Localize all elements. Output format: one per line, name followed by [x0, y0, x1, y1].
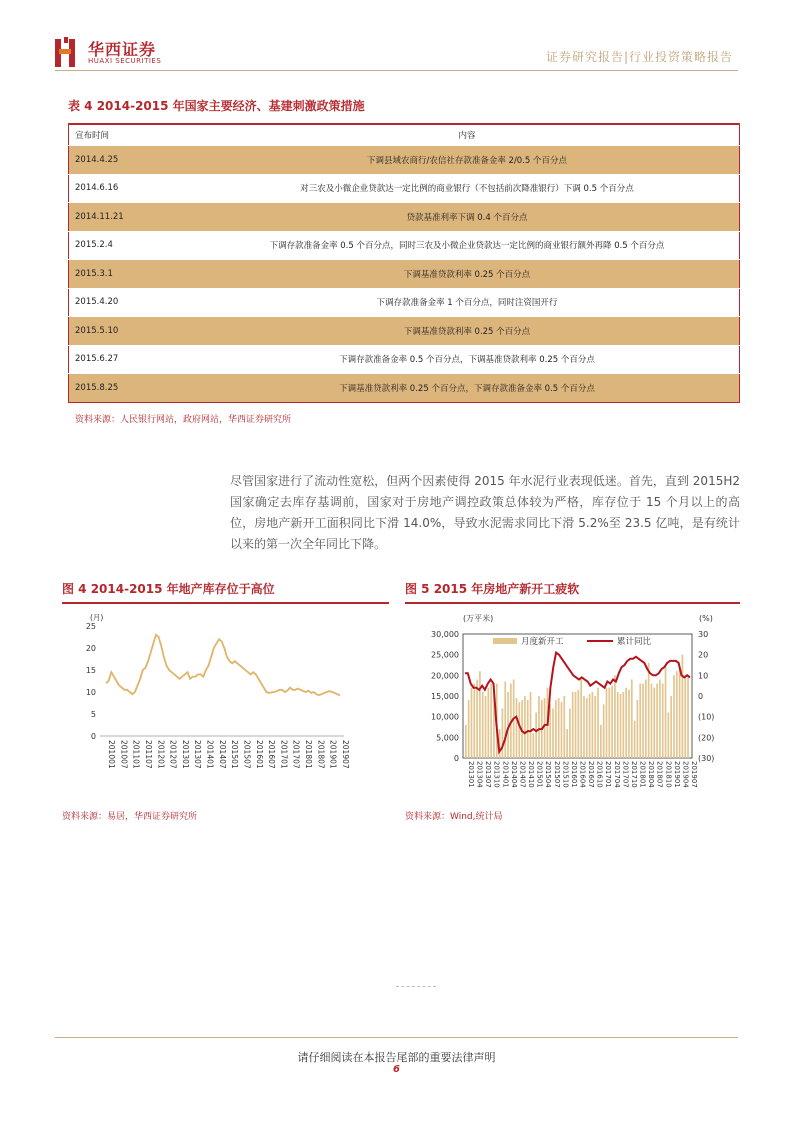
x-tick-label: 201207: [168, 740, 178, 769]
new-starts-bar: [670, 696, 672, 758]
footer-divider: [55, 1037, 738, 1038]
table-row: [69, 288, 740, 317]
table-source: 资料来源：人民银行网站，政府网站，华西证券研究所: [75, 415, 292, 425]
x-tick-label: 201807: [316, 740, 326, 769]
table-row: [69, 345, 740, 374]
x-tick-label: 201607: [267, 740, 277, 769]
new-starts-bar: [552, 708, 554, 758]
x-tick-label: 201107: [143, 740, 153, 769]
y-tick-label: 0: [90, 732, 96, 741]
new-starts-bar: [687, 677, 689, 758]
x-tick-label: 201401: [205, 740, 215, 769]
new-starts-bar: [623, 692, 625, 758]
new-starts-bar: [569, 708, 571, 758]
new-starts-bar: [614, 675, 616, 758]
x-tick-label: 201707: [621, 761, 630, 788]
new-starts-bar: [620, 694, 622, 758]
new-starts-bar: [533, 733, 535, 758]
new-starts-bar: [578, 690, 580, 758]
new-starts-bar: [471, 688, 473, 758]
x-tick-label: 201001: [107, 740, 116, 769]
row-content: 下调基准贷款利率 0.25 个百分点，下调存款准备金率 0.5 个百分点: [195, 374, 740, 403]
header-divider: [55, 70, 738, 71]
new-starts-bar: [642, 684, 644, 758]
new-starts-bar: [589, 694, 591, 758]
y-tick-label: 25,000: [431, 650, 459, 660]
new-starts-bar: [637, 700, 639, 758]
legal-disclaimer: 请仔细阅读在本报告尾部的重要法律声明: [297, 1051, 496, 1064]
table-row: [69, 231, 740, 260]
new-starts-bar: [518, 702, 520, 758]
row-content: 下调基准贷款利率 0.25 个百分点: [195, 317, 740, 346]
y-axis-label: (月): [90, 613, 104, 622]
new-starts-bar: [490, 684, 492, 758]
body-paragraph: 尽管国家进行了流动性宽松，但两个因素使得 2015 年水泥行业表现低迷。首先，直到 2015H2 国家确定去库存基调前，国家对于房地产调控政策总体较为严格，库存位于 15 个月以上的高位，房地产新开工面积同比下滑 14.0%，导致水泥需求同比下滑 5.2%至 23.5 亿吨，是有统计以来的第一次全年同比下降。: [230, 474, 740, 551]
x-tick-label: 201307: [193, 740, 203, 769]
legend-bar-swatch: [493, 638, 517, 644]
row-date: 2015.2.4: [69, 231, 196, 260]
row-content: 贷款基准利率下调 0.4 个百分点: [195, 203, 740, 232]
x-tick-label: 201801: [304, 740, 314, 769]
new-starts-bar: [504, 682, 506, 759]
y2-tick-label: (20): [698, 733, 715, 743]
new-starts-bar: [468, 700, 470, 758]
policy-table: [68, 123, 740, 403]
table-row: [69, 260, 740, 289]
row-date: 2015.3.1: [69, 260, 196, 289]
figure5-source: 资料来源：Wind,统计局: [405, 812, 503, 822]
figure4-chart: [62, 606, 352, 802]
brand-name-en: HUAXI SECURITIES: [88, 57, 162, 65]
y2-tick-label: (10): [698, 712, 715, 722]
x-tick-label: 201904: [681, 761, 690, 788]
x-tick-label: 201701: [604, 761, 613, 788]
new-starts-bar: [665, 667, 667, 758]
new-starts-bar: [628, 690, 630, 758]
x-tick-label: 201310: [492, 761, 501, 788]
new-starts-bar: [502, 708, 504, 758]
y2-tick-label: (30): [698, 754, 715, 763]
new-starts-bar: [479, 671, 481, 758]
row-content: 下调基准贷款利率 0.25 个百分点: [195, 260, 740, 289]
row-content: 下调存款准备金率 0.5 个百分点，下调基准贷款利率 0.25 个百分点: [195, 345, 740, 374]
col-header-content: 内容: [458, 131, 476, 141]
x-tick-label: 201707: [291, 740, 301, 769]
x-tick-label: 201301: [180, 740, 190, 769]
x-tick-label: 201804: [647, 761, 656, 788]
new-starts-bar: [662, 684, 664, 758]
x-tick-label: 201101: [131, 740, 141, 769]
y-tick-label: 20,000: [431, 671, 459, 681]
row-date: 2014.11.21: [69, 203, 196, 232]
x-tick-label: 201610: [595, 761, 604, 788]
page-dots: [396, 986, 436, 988]
x-tick-label: 201507: [242, 740, 252, 769]
new-starts-bar: [535, 713, 537, 759]
new-starts-bar: [580, 680, 582, 759]
x-tick-label: 201507: [552, 761, 561, 788]
y-tick-label: 30,000: [431, 630, 459, 639]
new-starts-bar: [586, 698, 588, 758]
new-starts-bar: [608, 688, 610, 758]
figure4-source: 资料来源：易居，华西证券研究所: [62, 812, 198, 822]
new-starts-bar: [611, 686, 613, 758]
x-tick-label: 201307: [484, 761, 493, 788]
new-starts-bar: [606, 688, 608, 758]
row-content: 下调县域农商行/农信社存款准备金率 2/0.5 个百分点: [195, 146, 740, 175]
brand-name-cn: 华西证券: [88, 40, 157, 59]
x-tick-label: 201404: [509, 761, 518, 788]
y2-tick-label: 0: [698, 692, 704, 701]
x-tick-label: 201501: [230, 740, 240, 769]
row-date: 2015.4.20: [69, 288, 196, 317]
x-tick-label: 201304: [475, 761, 484, 788]
new-starts-bar: [668, 713, 670, 759]
figure5-title: 图 5 2015 年房地产新开工疲软: [405, 582, 580, 596]
x-tick-label: 201504: [544, 761, 553, 788]
x-tick-label: 201701: [279, 740, 289, 769]
page-number: 6: [393, 1064, 400, 1075]
report-type: 证券研究报告|行业投资策略报告: [545, 50, 733, 64]
table-header-row: [69, 124, 740, 146]
y-axis-label: (万平米): [463, 614, 494, 623]
table-row: [69, 146, 740, 175]
new-starts-bar: [592, 692, 594, 758]
table-row: [69, 203, 740, 232]
new-starts-bar: [561, 702, 563, 758]
row-date: 2014.4.25: [69, 146, 196, 175]
x-tick-label: 201901: [672, 761, 681, 788]
new-starts-bar: [645, 680, 647, 759]
new-starts-bar: [516, 698, 518, 758]
new-starts-bar: [656, 684, 658, 758]
x-tick-label: 201510: [561, 761, 570, 788]
row-date: 2015.8.25: [69, 374, 196, 403]
new-starts-bar: [473, 684, 475, 758]
table-row: [69, 374, 740, 403]
new-starts-bar: [544, 698, 546, 758]
figure4-title: 图 4 2014-2015 年地产库存位于高位: [62, 582, 275, 596]
x-tick-label: 201601: [254, 740, 264, 769]
new-starts-bar: [572, 692, 574, 758]
x-tick-label: 201007: [119, 740, 129, 769]
new-starts-bar: [684, 675, 686, 758]
row-content: 对三农及小微企业贷款达一定比例的商业银行（不包括前次降准银行）下调 0.5 个百分点: [195, 174, 740, 203]
y-tick-label: 10,000: [431, 712, 459, 722]
new-starts-bar: [527, 700, 529, 758]
new-starts-bar: [648, 663, 650, 758]
table-row: [69, 174, 740, 203]
x-tick-label: 201401: [501, 761, 510, 788]
new-starts-bar: [673, 675, 675, 758]
y2-tick-label: 10: [698, 671, 709, 681]
new-starts-bar: [625, 688, 627, 758]
new-starts-bar: [476, 680, 478, 759]
y-tick-label: 0: [453, 754, 459, 763]
x-tick-label: 201604: [578, 761, 587, 788]
row-content: 下调存款准备金率 1 个百分点，同时注资国开行: [195, 288, 740, 317]
x-tick-label: 201704: [612, 761, 621, 788]
x-tick-label: 201907: [341, 740, 350, 769]
x-tick-label: 201410: [527, 761, 535, 788]
legend-line-label: 累计同比: [617, 637, 652, 647]
new-starts-bar: [682, 655, 684, 758]
new-starts-bar: [524, 696, 526, 758]
y-tick-label: 20: [85, 644, 96, 653]
new-starts-bar: [488, 688, 490, 758]
new-starts-bar: [566, 729, 568, 758]
row-date: 2015.5.10: [69, 317, 196, 346]
y-tick-label: 25: [85, 622, 96, 631]
figure4-rule: [62, 602, 389, 604]
new-starts-bar: [549, 704, 551, 758]
table-row: [69, 317, 740, 346]
y2-axis-label: (%): [699, 614, 713, 623]
x-tick-label: 201710: [630, 761, 638, 788]
x-tick-label: 201901: [328, 740, 338, 769]
new-starts-bar: [485, 696, 487, 758]
x-tick-label: 201407: [518, 761, 527, 788]
x-tick-label: 201601: [569, 761, 578, 788]
y-tick-label: 10: [85, 688, 96, 697]
col-header-date: 宣布时间: [75, 131, 110, 141]
row-content: 下调存款准备金率 0.5 个百分点，同时三农及小微企业贷款达一定比例的商业银行额外再降 0.5 个百分点: [195, 231, 740, 260]
new-starts-bar: [538, 696, 540, 758]
table-title: 表 4 2014-2015 年国家主要经济、基建刺激政策措施: [68, 99, 365, 113]
new-starts-bar: [530, 692, 532, 758]
y2-tick-label: 30: [698, 630, 709, 639]
new-starts-bar: [482, 692, 484, 758]
legend-bar-label: 月度新开工: [521, 637, 564, 647]
x-tick-label: 201407: [217, 740, 227, 769]
new-starts-bar: [617, 692, 619, 758]
new-starts-bar: [676, 671, 678, 758]
new-starts-bar: [659, 680, 661, 759]
new-starts-bar: [558, 698, 560, 758]
y-tick-label: 15: [85, 666, 96, 675]
inventory-line: [106, 635, 340, 696]
new-starts-bar: [634, 721, 636, 758]
new-starts-bar: [594, 696, 596, 758]
new-starts-bar: [465, 725, 467, 758]
x-tick-label: 201907: [690, 761, 698, 788]
y-tick-label: 15,000: [431, 692, 459, 701]
x-tick-label: 201201: [156, 740, 166, 769]
new-starts-bar: [583, 696, 585, 758]
new-starts-bar: [555, 700, 557, 758]
x-tick-label: 201810: [664, 761, 673, 788]
new-starts-bar: [563, 696, 565, 758]
x-tick-label: 201607: [587, 761, 596, 788]
y-tick-label: 5: [90, 710, 96, 719]
x-tick-label: 201301: [467, 761, 475, 788]
x-tick-label: 201807: [655, 761, 664, 788]
row-date: 2015.6.27: [69, 345, 196, 374]
figure5-rule: [405, 602, 740, 604]
new-starts-bar: [653, 688, 655, 758]
new-starts-bar: [651, 684, 653, 758]
new-starts-bar: [639, 684, 641, 758]
new-starts-bar: [631, 680, 633, 759]
new-starts-bar: [603, 704, 605, 758]
figure5-chart: [405, 606, 735, 802]
row-date: 2014.6.16: [69, 174, 196, 203]
y-tick-label: 5,000: [436, 733, 459, 743]
y2-tick-label: 20: [698, 650, 709, 660]
x-tick-label: 201501: [535, 761, 544, 788]
new-starts-bar: [575, 692, 577, 758]
new-starts-bar: [679, 667, 681, 758]
huaxi-logo-icon: [55, 37, 79, 67]
x-tick-label: 201801: [638, 761, 647, 788]
new-starts-bar: [597, 688, 599, 758]
new-starts-bar: [600, 725, 602, 758]
